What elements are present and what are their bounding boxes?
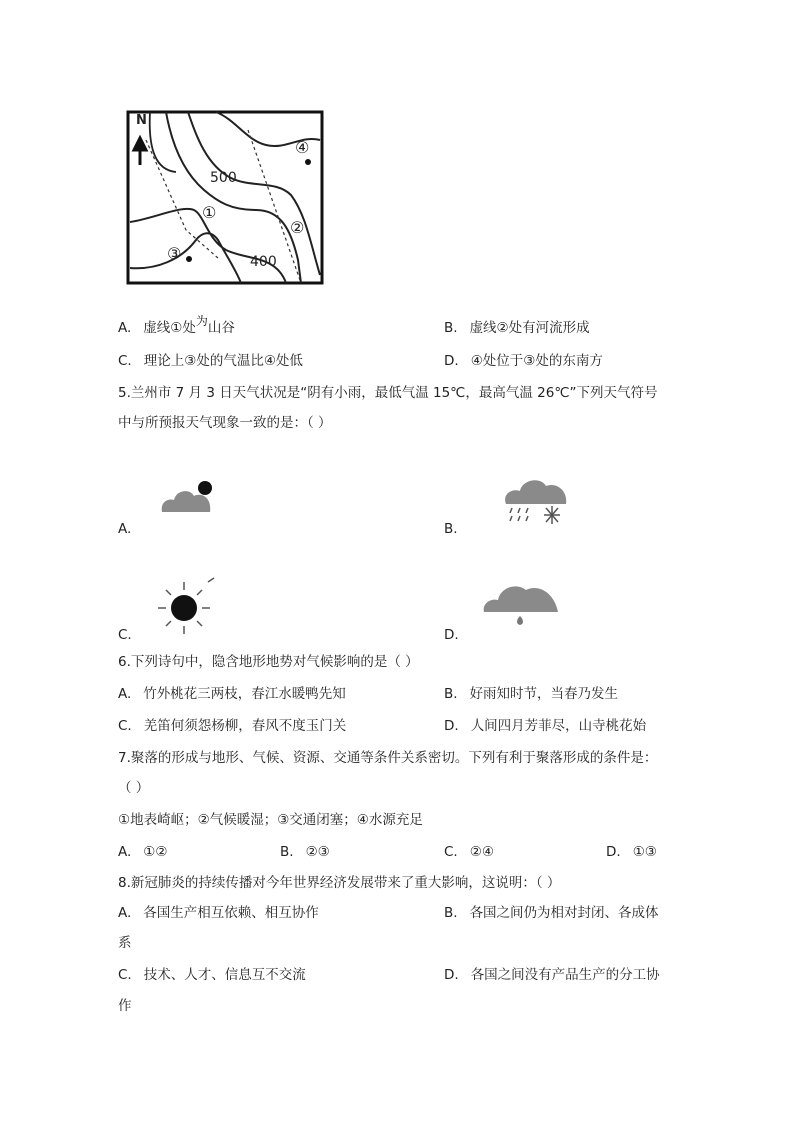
option-label: B. — [280, 844, 294, 860]
option-label: A. — [118, 905, 132, 921]
option-text: 人间四月芳菲尽，山寺桃花始 — [470, 718, 647, 734]
option-text: 理论上③处的气温比④处低 — [143, 353, 303, 369]
q8-option-a[interactable] — [118, 904, 319, 922]
q8-stem: 8.新冠肺炎的持续传播对今年世界经济发展带来了重大影响，这说明：（ ） — [118, 875, 561, 891]
q7-option-d[interactable] — [606, 843, 657, 861]
q7-option-b[interactable] — [280, 843, 330, 861]
option-label: A. — [118, 686, 132, 702]
partly-cloudy-icon — [160, 478, 216, 512]
option-label: D. — [444, 353, 459, 369]
option-label: C. — [118, 718, 132, 734]
q4-option-a[interactable] — [118, 314, 235, 337]
q8-option-b-wrap: 系 — [118, 935, 132, 951]
option-text: ④处位于③处的东南方 — [470, 353, 603, 369]
option-text: 各国之间没有产品生产的分工协 — [470, 967, 660, 983]
option-label: D. — [444, 718, 459, 734]
q7-option-a[interactable] — [118, 843, 168, 861]
q7-option-c[interactable] — [444, 843, 494, 861]
option-label: C. — [444, 844, 458, 860]
cloudy-light-rain-icon — [482, 578, 562, 628]
option-label: D. — [444, 967, 459, 983]
option-label: B. — [444, 905, 458, 921]
q5-option-c[interactable] — [118, 626, 132, 644]
map-marker-2: ② — [290, 218, 305, 237]
q5-stem-line1: 5.兰州市 7 月 3 日天气状况是“阴有小雨，最低气温 15℃，最高气温 26℃”下列天气符号 — [118, 385, 658, 401]
option-text: ①③ — [632, 844, 657, 860]
option-label: A. — [118, 844, 132, 860]
q5-stem-line2: 中与所预报天气现象一致的是：（ ） — [118, 415, 332, 431]
q7-blank: （ ） — [118, 780, 150, 796]
option-label: D. — [606, 844, 621, 860]
q5-option-d[interactable] — [444, 626, 459, 644]
q7-stem: 7.聚落的形成与地形、气候、资源、交通等条件关系密切。下列有利于聚落形成的条件是： — [118, 750, 658, 766]
q8-option-b[interactable] — [444, 904, 659, 922]
option-text: ②③ — [305, 844, 330, 860]
q6-option-c[interactable] — [118, 717, 346, 735]
q8-option-d-wrap: 作 — [118, 998, 132, 1014]
option-label: A. — [118, 521, 132, 537]
q6-option-d[interactable] — [444, 717, 646, 735]
option-label: C. — [118, 967, 132, 983]
option-text: ②④ — [469, 844, 494, 860]
option-label: B. — [444, 521, 458, 537]
option-label: D. — [444, 627, 459, 643]
option-text: 各国生产相互依赖、相互协作 — [143, 905, 319, 921]
map-marker-3: ③ — [167, 244, 182, 263]
q6-option-b[interactable] — [444, 685, 618, 703]
rain-snow-icon — [502, 476, 572, 526]
option-text: ①② — [143, 844, 168, 860]
q5-option-a[interactable] — [118, 520, 131, 538]
option-label: B. — [444, 320, 458, 336]
contour-map — [126, 110, 326, 285]
q4-option-d[interactable] — [444, 352, 603, 370]
map-marker-1: ① — [202, 203, 217, 222]
map-marker-4: ④ — [295, 138, 310, 157]
option-superscript: 为 — [195, 314, 208, 328]
q8-option-c[interactable] — [118, 966, 306, 984]
option-label: C. — [118, 627, 132, 643]
option-label: B. — [444, 686, 458, 702]
option-label: A. — [118, 320, 132, 336]
q6-option-a[interactable] — [118, 685, 346, 703]
option-label: C. — [118, 353, 132, 369]
option-text-tail: 山谷 — [207, 320, 235, 336]
q6-stem: 6.下列诗句中，隐含地形地势对气候影响的是（ ） — [118, 654, 419, 670]
q4-option-b[interactable] — [444, 319, 590, 337]
contour-label-400: 400 — [250, 254, 277, 270]
sunny-icon — [156, 578, 216, 638]
option-text: 各国之间仍为相对封闭、各成体 — [469, 905, 659, 921]
option-text: 虚线②处有河流形成 — [469, 320, 590, 336]
option-text: 竹外桃花三两枝，春江水暖鸭先知 — [143, 686, 346, 702]
q8-option-d[interactable] — [444, 966, 660, 984]
option-text: 虚线①处 — [143, 320, 196, 336]
q7-conditions: ①地表崎岖；②气候暖湿；③交通闭塞；④水源充足 — [118, 812, 423, 828]
option-text: 技术、人才、信息互不交流 — [143, 967, 306, 983]
q5-option-b[interactable] — [444, 520, 458, 538]
north-label: N — [136, 113, 147, 128]
q4-option-c[interactable] — [118, 352, 303, 370]
option-text: 羌笛何须怨杨柳，春风不度玉门关 — [143, 718, 347, 734]
option-text: 好雨知时节，当春乃发生 — [469, 686, 619, 702]
contour-label-500: 500 — [210, 170, 237, 186]
